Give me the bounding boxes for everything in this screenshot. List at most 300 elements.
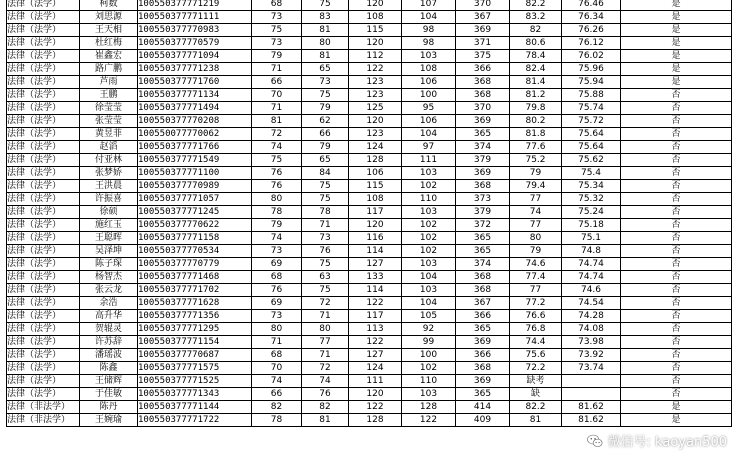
score-1-cell: 79 [252,50,302,63]
final-score-cell: 74.6 [562,284,621,297]
final-score-cell: 75.88 [562,89,621,102]
exam-id-cell: 100550377771134 [138,89,252,102]
score-4-cell: 100 [402,349,456,362]
score-4-cell: 98 [402,37,456,50]
table-row [7,63,732,76]
admitted-cell: 否 [621,375,732,388]
exam-id-cell: 100550377771219 [138,0,252,11]
score-1-cell: 81 [252,115,302,128]
major-cell: 法律（法学） [7,89,80,102]
major-cell: 法律（法学） [7,375,80,388]
table-row [7,414,732,427]
exam-id-cell: 100550377771468 [138,271,252,284]
total-score-cell: 370 [456,0,510,11]
table-row [7,297,732,310]
total-score-cell: 369 [456,24,510,37]
score-2-cell: 79 [302,102,349,115]
score-1-cell: 71 [252,336,302,349]
exam-id-cell: 100550377770989 [138,180,252,193]
final-score-cell: 74.74 [562,271,621,284]
final-score-cell: 75.72 [562,115,621,128]
final-score-cell: 75.34 [562,180,621,193]
total-score-cell: 375 [456,50,510,63]
score-4-cell: 104 [402,128,456,141]
table-row [7,401,732,414]
total-score-cell: 365 [456,388,510,401]
table-row [7,362,732,375]
total-score-cell: 365 [456,128,510,141]
major-cell: 法律（法学） [7,37,80,50]
name-cell: 于佳敏 [80,388,138,401]
score-3-cell: 123 [349,128,402,141]
final-score-cell: 76.12 [562,37,621,50]
score-3-cell: 120 [349,219,402,232]
score-2-cell: 82 [302,401,349,414]
score-2-cell: 75 [302,258,349,271]
interview-score-cell: 74.4 [510,336,562,349]
interview-score-cell: 79.4 [510,180,562,193]
total-score-cell: 365 [456,323,510,336]
score-3-cell: 114 [349,245,402,258]
admitted-cell: 是 [621,11,732,24]
score-3-cell: 122 [349,63,402,76]
major-cell: 法律（法学） [7,76,80,89]
final-score-cell: 75.64 [562,128,621,141]
admitted-cell: 否 [621,310,732,323]
score-1-cell: 74 [252,141,302,154]
final-score-cell: 75.94 [562,76,621,89]
major-cell: 法律（法学） [7,167,80,180]
exam-id-cell: 100550377771702 [138,284,252,297]
interview-score-cell: 76.6 [510,310,562,323]
score-1-cell: 73 [252,245,302,258]
score-2-cell: 80 [302,323,349,336]
admitted-cell: 否 [621,219,732,232]
admitted-cell: 是 [621,50,732,63]
name-cell: 王储辉 [80,375,138,388]
final-score-cell: 73.98 [562,336,621,349]
major-cell: 法律（法学） [7,271,80,284]
interview-score-cell: 80.2 [510,115,562,128]
total-score-cell: 368 [456,76,510,89]
table-row [7,193,732,206]
name-cell: 王鹏 [80,89,138,102]
score-1-cell: 66 [252,388,302,401]
score-4-cell: 99 [402,336,456,349]
final-score-cell: 74.54 [562,297,621,310]
score-2-cell: 75 [302,0,349,11]
score-1-cell: 75 [252,24,302,37]
total-score-cell: 409 [456,414,510,427]
score-2-cell: 81 [302,50,349,63]
final-score-cell: 75.74 [562,102,621,115]
total-score-cell: 371 [456,37,510,50]
score-1-cell: 79 [252,219,302,232]
table-row [7,219,732,232]
table-row [7,167,732,180]
admitted-cell: 否 [621,180,732,193]
exam-id-cell: 100550377770622 [138,219,252,232]
score-2-cell: 72 [302,297,349,310]
score-2-cell: 65 [302,63,349,76]
final-score-cell: 75.24 [562,206,621,219]
score-4-cell: 104 [402,271,456,284]
major-cell: 法律（法学） [7,102,80,115]
final-score-cell: 75.96 [562,63,621,76]
table-row [7,323,732,336]
score-3-cell: 113 [349,323,402,336]
final-score-cell: 76.46 [562,0,621,11]
score-3-cell: 128 [349,154,402,167]
interview-score-cell: 76.8 [510,323,562,336]
score-3-cell: 123 [349,89,402,102]
admitted-cell: 否 [621,349,732,362]
final-score-cell: 76.02 [562,50,621,63]
admitted-cell: 否 [621,232,732,245]
exam-id-cell: 100550377771295 [138,323,252,336]
major-cell: 法律（法学） [7,336,80,349]
table-row [7,232,732,245]
major-cell: 法律（法学） [7,180,80,193]
exam-id-cell: 100550377771575 [138,362,252,375]
name-cell: 张云龙 [80,284,138,297]
major-cell: 法律（法学） [7,245,80,258]
total-score-cell: 368 [456,89,510,102]
score-3-cell: 108 [349,11,402,24]
exam-id-cell: 100550377770534 [138,245,252,258]
admitted-cell: 是 [621,63,732,76]
score-1-cell: 82 [252,401,302,414]
score-1-cell: 76 [252,167,302,180]
final-score-cell: 76.34 [562,11,621,24]
score-1-cell: 78 [252,414,302,427]
major-cell: 法律（法学） [7,362,80,375]
score-1-cell: 73 [252,11,302,24]
score-4-cell: 108 [402,63,456,76]
score-3-cell: 115 [349,180,402,193]
name-cell: 黄昱菲 [80,128,138,141]
table-row [7,102,732,115]
major-cell: 法律（法学） [7,115,80,128]
final-score-cell: 75.64 [562,141,621,154]
score-2-cell: 75 [302,193,349,206]
total-score-cell: 373 [456,193,510,206]
name-cell: 陈鑫 [80,362,138,375]
table-row [7,349,732,362]
exam-id-cell: 100550377771100 [138,167,252,180]
major-cell: 法律（法学） [7,193,80,206]
score-2-cell: 75 [302,89,349,102]
exam-id-cell: 100550377771094 [138,50,252,63]
score-2-cell: 78 [302,206,349,219]
name-cell: 崔鑫宏 [80,50,138,63]
score-2-cell: 81 [302,24,349,37]
interview-score-cell: 77 [510,193,562,206]
interview-score-cell: 77.4 [510,271,562,284]
interview-score-cell: 81.2 [510,89,562,102]
table-row [7,206,732,219]
score-1-cell: 73 [252,310,302,323]
major-cell: 法律（法学） [7,297,80,310]
exam-id-cell: 100550377771245 [138,206,252,219]
major-cell: 法律（法学） [7,349,80,362]
interview-score-cell: 77 [510,284,562,297]
score-1-cell: 69 [252,297,302,310]
score-4-cell: 105 [402,310,456,323]
score-1-cell: 80 [252,193,302,206]
wechat-icon [586,432,604,450]
score-3-cell: 133 [349,271,402,284]
total-score-cell: 374 [456,258,510,271]
score-4-cell: 100 [402,89,456,102]
admitted-cell: 否 [621,362,732,375]
admitted-cell: 是 [621,401,732,414]
admitted-cell: 否 [621,206,732,219]
score-3-cell: 122 [349,297,402,310]
table-row [7,310,732,323]
name-cell: 徐莹莹 [80,102,138,115]
total-score-cell: 369 [456,115,510,128]
final-score-cell: 81.62 [562,414,621,427]
score-2-cell: 84 [302,167,349,180]
score-3-cell: 120 [349,115,402,128]
score-4-cell: 102 [402,219,456,232]
score-1-cell: 75 [252,154,302,167]
score-4-cell: 110 [402,375,456,388]
interview-score-cell: 75.2 [510,154,562,167]
final-score-cell: 75.18 [562,219,621,232]
name-cell: 芦雨 [80,76,138,89]
interview-score-cell: 77.2 [510,297,562,310]
score-2-cell: 75 [302,284,349,297]
interview-score-cell: 80.6 [510,37,562,50]
score-3-cell: 116 [349,232,402,245]
score-4-cell: 103 [402,50,456,63]
exam-id-cell: 100550377771525 [138,375,252,388]
score-3-cell: 127 [349,258,402,271]
total-score-cell: 367 [456,297,510,310]
score-4-cell: 102 [402,245,456,258]
score-4-cell: 111 [402,154,456,167]
final-score-cell [562,388,621,401]
final-score-cell [562,375,621,388]
score-1-cell: 69 [252,258,302,271]
major-cell: 法律（法学） [7,232,80,245]
score-2-cell: 73 [302,232,349,245]
wechat-watermark [586,431,727,450]
total-score-cell: 370 [456,102,510,115]
score-4-cell: 103 [402,258,456,271]
table-row [7,76,732,89]
name-cell: 徐硕 [80,206,138,219]
score-1-cell: 73 [252,37,302,50]
score-2-cell: 80 [302,37,349,50]
score-2-cell: 72 [302,362,349,375]
total-score-cell: 372 [456,219,510,232]
name-cell: 张莹莹 [80,115,138,128]
score-1-cell: 68 [252,271,302,284]
score-2-cell: 63 [302,271,349,284]
score-2-cell: 76 [302,245,349,258]
score-4-cell: 102 [402,232,456,245]
admitted-cell: 否 [621,128,732,141]
score-1-cell: 68 [252,349,302,362]
score-1-cell: 80 [252,323,302,336]
score-1-cell: 72 [252,128,302,141]
exam-id-cell: 100550377771356 [138,310,252,323]
total-score-cell: 369 [456,336,510,349]
major-cell: 法律（法学） [7,323,80,336]
name-cell: 赵滔 [80,141,138,154]
name-cell: 施红玉 [80,219,138,232]
interview-score-cell: 80 [510,232,562,245]
admitted-cell: 是 [621,0,732,11]
table-row [7,89,732,102]
name-cell: 杜红梅 [80,37,138,50]
final-score-cell: 76.26 [562,24,621,37]
score-4-cell: 92 [402,323,456,336]
table-row [7,375,732,388]
admitted-cell: 否 [621,141,732,154]
interview-score-cell: 缺 [510,388,562,401]
major-cell: 法律（法学） [7,128,80,141]
interview-score-cell: 81.8 [510,128,562,141]
interview-score-cell: 78.4 [510,50,562,63]
score-3-cell: 115 [349,24,402,37]
exam-id-cell: 100550377771760 [138,76,252,89]
score-3-cell: 122 [349,401,402,414]
score-3-cell: 117 [349,206,402,219]
score-1-cell: 70 [252,89,302,102]
admitted-cell: 否 [621,193,732,206]
total-score-cell: 379 [456,206,510,219]
score-2-cell: 71 [302,310,349,323]
admitted-cell: 是 [621,414,732,427]
name-cell: 许苏辞 [80,336,138,349]
total-score-cell: 365 [456,245,510,258]
total-score-cell: 366 [456,349,510,362]
table-row [7,258,732,271]
score-4-cell: 103 [402,167,456,180]
major-cell: 法律（法学） [7,206,80,219]
major-cell: 法律（法学） [7,310,80,323]
score-4-cell: 103 [402,284,456,297]
interview-score-cell: 79 [510,245,562,258]
total-score-cell: 367 [456,11,510,24]
interview-score-cell: 75.6 [510,349,562,362]
interview-score-cell: 81.4 [510,76,562,89]
score-4-cell: 103 [402,388,456,401]
score-2-cell: 81 [302,414,349,427]
interview-score-cell: 79 [510,167,562,180]
exam-id-cell: 100550377771158 [138,232,252,245]
admitted-cell: 否 [621,258,732,271]
score-3-cell: 112 [349,50,402,63]
score-3-cell: 123 [349,76,402,89]
exam-id-cell: 100550377770579 [138,37,252,50]
total-score-cell: 414 [456,401,510,414]
score-3-cell: 122 [349,336,402,349]
admitted-cell: 否 [621,167,732,180]
major-cell: 法律（法学） [7,154,80,167]
total-score-cell: 369 [456,375,510,388]
total-score-cell: 368 [456,180,510,193]
table-row [7,50,732,63]
table-row [7,141,732,154]
final-score-cell: 74.74 [562,258,621,271]
major-cell: 法律（法学） [7,388,80,401]
score-2-cell: 76 [302,388,349,401]
name-cell: 陈子琛 [80,258,138,271]
interview-score-cell: 74 [510,206,562,219]
score-4-cell: 104 [402,11,456,24]
score-2-cell: 65 [302,154,349,167]
name-cell: 路广鹏 [80,63,138,76]
major-cell: 法律（法学） [7,63,80,76]
table-row [7,271,732,284]
table-row [7,128,732,141]
score-1-cell: 74 [252,232,302,245]
table-row [7,37,732,50]
interview-score-cell: 74.6 [510,258,562,271]
admitted-cell: 否 [621,336,732,349]
score-2-cell: 66 [302,128,349,141]
score-2-cell: 83 [302,11,349,24]
name-cell: 贺辊灵 [80,323,138,336]
exam-id-cell: 100550377771154 [138,336,252,349]
exam-id-cell: 100550377771628 [138,297,252,310]
score-2-cell: 71 [302,349,349,362]
score-2-cell: 74 [302,375,349,388]
score-2-cell: 73 [302,76,349,89]
admitted-cell: 是 [621,76,732,89]
score-4-cell: 102 [402,362,456,375]
admitted-cell: 否 [621,154,732,167]
table-row [7,11,732,24]
score-4-cell: 106 [402,76,456,89]
total-score-cell: 366 [456,310,510,323]
final-score-cell: 75.1 [562,232,621,245]
score-1-cell: 78 [252,206,302,219]
major-cell: 法律（法学） [7,0,80,11]
table-row [7,284,732,297]
total-score-cell: 365 [456,232,510,245]
final-score-cell: 74.28 [562,310,621,323]
final-score-cell: 74.8 [562,245,621,258]
table-row [7,154,732,167]
score-2-cell: 71 [302,219,349,232]
major-cell: 法律（法学） [7,284,80,297]
exam-id-cell: 100550377770687 [138,349,252,362]
major-cell: 法律（非法学） [7,414,80,427]
exam-id-cell: 100550377770983 [138,24,252,37]
admitted-cell: 否 [621,115,732,128]
table-row [7,0,732,11]
name-cell: 杨智杰 [80,271,138,284]
interview-score-cell: 79.8 [510,102,562,115]
final-score-cell: 73.74 [562,362,621,375]
score-1-cell: 74 [252,375,302,388]
major-cell: 法律（法学） [7,50,80,63]
score-2-cell: 62 [302,115,349,128]
total-score-cell: 374 [456,141,510,154]
interview-score-cell: 82.4 [510,63,562,76]
table-row [7,336,732,349]
score-2-cell: 75 [302,180,349,193]
score-4-cell: 107 [402,0,456,11]
admitted-cell: 否 [621,102,732,115]
score-3-cell: 111 [349,375,402,388]
